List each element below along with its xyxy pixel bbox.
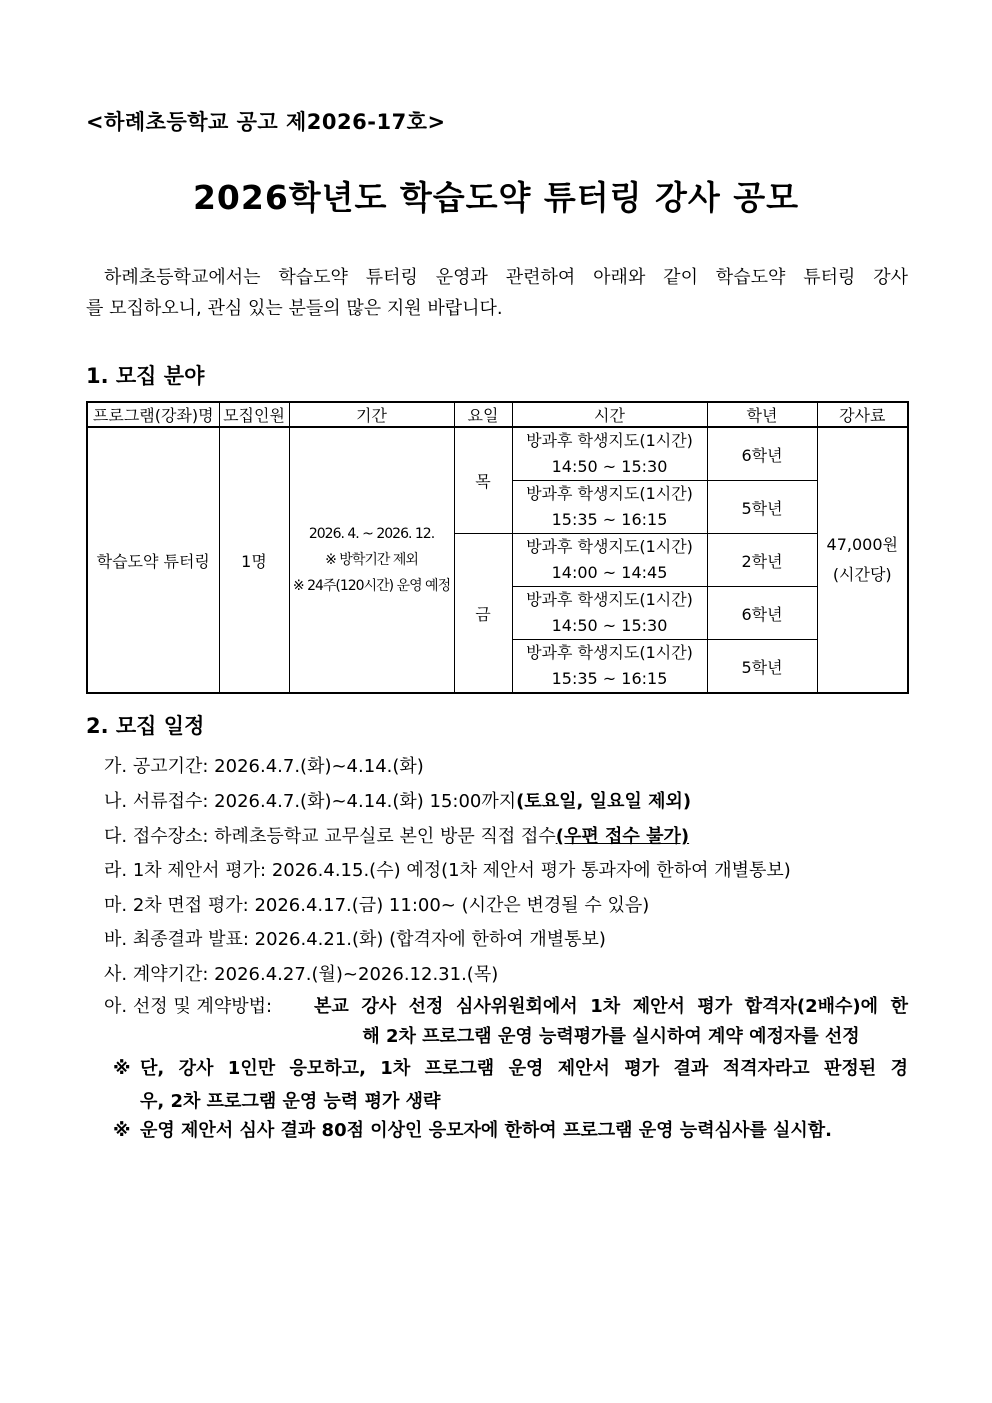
schedule-item-da bbox=[104, 822, 689, 848]
schedule-da-bold: (우편 접수 불가) bbox=[555, 826, 690, 847]
recruit-table bbox=[86, 401, 909, 694]
cell-time bbox=[512, 427, 707, 481]
method-text bbox=[314, 992, 908, 1052]
period-note-vacation: ※ 방학기간 제외 bbox=[325, 552, 418, 568]
cell-time bbox=[512, 640, 707, 694]
fee-amount: 47,000원 bbox=[826, 535, 898, 554]
time-range: 14:50 ~ 15:30 bbox=[551, 457, 668, 476]
time-range: 15:35 ~ 16:15 bbox=[551, 510, 668, 529]
time-range: 14:00 ~ 14:45 bbox=[551, 563, 668, 582]
fee-unit: (시간당) bbox=[832, 565, 892, 584]
cell-day-thu: 목 bbox=[454, 427, 512, 534]
note-2-body bbox=[140, 1114, 908, 1147]
schedule-item-sa: 사. 계약기간: 2026.4.27.(월)~2026.12.31.(목) bbox=[104, 964, 499, 985]
header-fee: 강사료 bbox=[817, 402, 908, 427]
note-2 bbox=[113, 1114, 908, 1147]
schedule-item-ma: 마. 2차 면접 평가: 2026.4.17.(금) 11:00~ (시간은 변경될 수 있음) bbox=[104, 895, 650, 916]
schedule-da-text: 다. 접수장소: 하례초등학교 교무실로 본인 방문 직접 접수 bbox=[104, 826, 556, 847]
table-row bbox=[87, 427, 908, 481]
cell-day-fri: 금 bbox=[454, 534, 512, 694]
cell-grade: 6학년 bbox=[707, 587, 817, 640]
section-1-title: 1. 모집 분야 bbox=[86, 364, 205, 388]
period-range: 2026. 4. ~ 2026. 12. bbox=[308, 526, 435, 542]
header-count: 모집인원 bbox=[219, 402, 289, 427]
notice-number: <하례초등학교 공고 제2026-17호> bbox=[86, 110, 446, 134]
header-period: 기간 bbox=[289, 402, 454, 427]
header-time: 시간 bbox=[512, 402, 707, 427]
page-title: 2026학년도 학습도약 튜터링 강사 공모 bbox=[192, 178, 800, 217]
schedule-item-na bbox=[104, 787, 691, 813]
intro-paragraph bbox=[86, 262, 908, 324]
note-1-body bbox=[140, 1052, 908, 1118]
period-note-weeks: ※ 24주(120시간) 운영 예정 bbox=[292, 578, 451, 594]
method-line-2: 해 2차 프로그램 운영 능력평가를 실시하여 계약 예정자를 선정 bbox=[362, 1026, 860, 1047]
cell-count: 1명 bbox=[219, 427, 289, 693]
method-label: 아. 선정 및 계약방법: bbox=[104, 996, 273, 1017]
cell-period bbox=[289, 427, 454, 693]
cell-program: 학습도약 튜터링 bbox=[87, 427, 219, 693]
schedule-item-ra: 라. 1차 제안서 평가: 2026.4.15.(수) 예정(1차 제안서 평가 통과자에 한하여 개별통보) bbox=[104, 860, 791, 881]
section-2-title: 2. 모집 일정 bbox=[86, 714, 205, 738]
method-line-1: 본교 강사 선정 심사위원회에서 1차 제안서 평가 합격자(2배수)에 한 bbox=[314, 996, 908, 1017]
note-1-line-1: 단, 강사 1인만 응모하고, 1차 프로그램 운영 제안서 평가 결과 적격자라고 판정된 경 bbox=[140, 1058, 908, 1079]
time-label: 방과후 학생지도(1시간) bbox=[526, 590, 693, 609]
cell-grade: 2학년 bbox=[707, 534, 817, 587]
note-2-text: 운영 제안서 심사 결과 80점 이상인 응모자에 한하여 프로그램 운영 능력심사를 실시함. bbox=[140, 1120, 833, 1141]
note-1-line-2: 우, 2차 프로그램 운영 능력 평가 생략 bbox=[140, 1091, 441, 1112]
note-mark: ※ bbox=[113, 1058, 131, 1079]
time-label: 방과후 학생지도(1시간) bbox=[526, 431, 693, 450]
schedule-item-ga: 가. 공고기간: 2026.4.7.(화)~4.14.(화) bbox=[104, 756, 424, 777]
cell-time bbox=[512, 587, 707, 640]
cell-grade: 5학년 bbox=[707, 640, 817, 694]
header-grade: 학년 bbox=[707, 402, 817, 427]
cell-fee bbox=[817, 427, 908, 693]
time-label: 방과후 학생지도(1시간) bbox=[526, 484, 693, 503]
cell-grade: 5학년 bbox=[707, 481, 817, 534]
cell-time bbox=[512, 534, 707, 587]
time-range: 15:35 ~ 16:15 bbox=[551, 669, 668, 688]
schedule-item-ba: 바. 최종결과 발표: 2026.4.21.(화) (합격자에 한하여 개별통보) bbox=[104, 929, 606, 950]
intro-line-1: 하례초등학교에서는 학습도약 튜터링 운영과 관련하여 아래와 같이 학습도약 튜터링 강사 bbox=[104, 267, 908, 288]
schedule-na-text: 나. 서류접수: 2026.4.7.(화)~4.14.(화) 15:00까지 bbox=[104, 791, 517, 812]
table-header-row bbox=[87, 402, 908, 427]
header-program: 프로그램(강좌)명 bbox=[87, 402, 219, 427]
cell-grade: 6학년 bbox=[707, 427, 817, 481]
time-label: 방과후 학생지도(1시간) bbox=[526, 537, 693, 556]
cell-time bbox=[512, 481, 707, 534]
time-label: 방과후 학생지도(1시간) bbox=[526, 643, 693, 662]
intro-line-2: 를 모집하오니, 관심 있는 분들의 많은 지원 바랍니다. bbox=[86, 298, 503, 319]
schedule-na-bold: (토요일, 일요일 제외) bbox=[516, 791, 692, 812]
time-range: 14:50 ~ 15:30 bbox=[551, 616, 668, 635]
note-1 bbox=[113, 1052, 908, 1118]
header-day: 요일 bbox=[454, 402, 512, 427]
note-mark: ※ bbox=[113, 1120, 131, 1141]
